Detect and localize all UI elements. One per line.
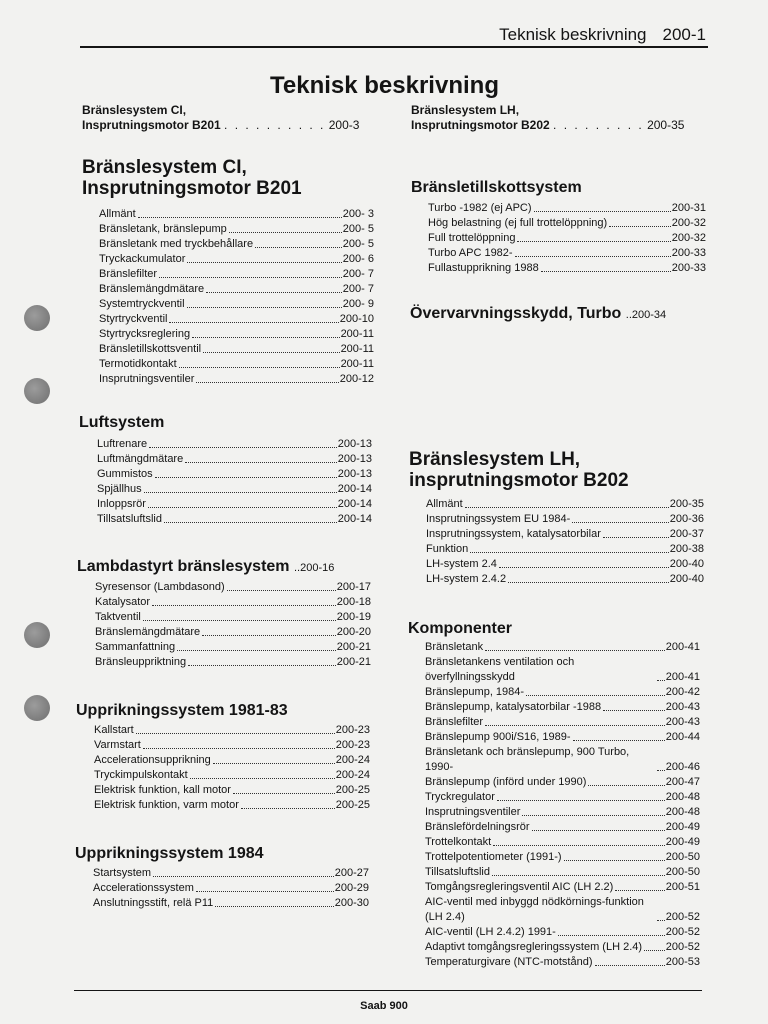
dot-leader bbox=[177, 650, 336, 651]
toc-list-luftsystem bbox=[97, 437, 372, 527]
toc-entry bbox=[428, 261, 706, 276]
entry-title: Bränslefilter bbox=[99, 268, 158, 280]
entry-title: Bränsleuppriktning bbox=[95, 656, 187, 668]
section-heading-lh bbox=[409, 449, 629, 491]
section-heading-upprik-84: Upprikningssystem 1984 bbox=[75, 845, 264, 862]
toc-entry bbox=[428, 246, 706, 261]
dot-leader bbox=[152, 605, 336, 606]
entry-page: 200-11 bbox=[340, 328, 374, 340]
toc-entry bbox=[425, 880, 700, 895]
dot-leader bbox=[470, 552, 669, 553]
dot-leader bbox=[143, 620, 336, 621]
entry-title: Hög belastning (ej full trottelöppning) bbox=[428, 217, 608, 229]
dot-leader bbox=[609, 226, 671, 227]
entry-page: 200-14 bbox=[337, 498, 372, 510]
entry-title: LH-system 2.4 bbox=[426, 558, 497, 570]
toc-entry bbox=[97, 512, 372, 527]
entry-title: Syresensor (Lambdasond) bbox=[95, 581, 225, 593]
dot-leader: . . . . . . . . . bbox=[553, 118, 644, 132]
toc-entry bbox=[425, 940, 700, 955]
heading-text: Övervarvningsskydd, Turbo bbox=[410, 305, 622, 322]
entry-page: 200-14 bbox=[337, 513, 372, 525]
dot-leader bbox=[603, 710, 665, 711]
toc-entry bbox=[95, 625, 371, 640]
entry-page: 200-30 bbox=[334, 897, 369, 909]
entry-title: Insprutningssystem, katalysatorbilar bbox=[426, 528, 601, 540]
toc-entry bbox=[95, 580, 371, 595]
dot-leader bbox=[179, 367, 340, 368]
entry-page: 200-48 bbox=[665, 791, 700, 803]
entry-title: Full trottelöppning bbox=[428, 232, 516, 244]
entry-title: Bränsletillskottsventil bbox=[99, 343, 202, 355]
toc-entry bbox=[425, 700, 700, 715]
entry-title: Bränslepump (införd under 1990) bbox=[425, 776, 587, 788]
entry-title: Trottelpotentiometer (1991-) bbox=[425, 851, 562, 863]
entry-title: Varmstart bbox=[94, 739, 141, 751]
entry-page: 200-42 bbox=[665, 686, 700, 698]
toc-entry bbox=[99, 237, 374, 252]
entry-title: Tryckregulator bbox=[425, 791, 495, 803]
entry-page: 200-23 bbox=[335, 724, 370, 736]
toc-list-tillskott bbox=[428, 201, 706, 276]
toc-entry bbox=[425, 925, 700, 940]
footer-rule bbox=[74, 990, 702, 991]
binder-hole bbox=[24, 622, 50, 648]
toc-entry bbox=[426, 572, 704, 587]
entry-page: 200-40 bbox=[669, 558, 704, 570]
entry-page: 200-32 bbox=[671, 217, 706, 229]
toc-entry bbox=[99, 312, 374, 327]
dot-leader bbox=[155, 477, 337, 478]
entry-page: 200-49 bbox=[665, 821, 700, 833]
dot-leader bbox=[185, 462, 337, 463]
entry-page: 200-52 bbox=[665, 941, 700, 953]
toc-entry bbox=[97, 497, 372, 512]
entry-title: Gummistos bbox=[97, 468, 153, 480]
dot-leader bbox=[588, 785, 664, 786]
entry-page: 200-44 bbox=[665, 731, 700, 743]
toc-entry bbox=[425, 730, 700, 745]
dot-leader bbox=[493, 845, 665, 846]
entry-page: 200-49 bbox=[665, 836, 700, 848]
entry-page: 200-27 bbox=[334, 867, 369, 879]
dot-leader bbox=[229, 232, 342, 233]
entry-page: 200-25 bbox=[335, 784, 370, 796]
toc-entry bbox=[97, 437, 372, 452]
entry-title: Fullastupprikning 1988 bbox=[428, 262, 539, 274]
toc-entry bbox=[99, 252, 374, 267]
entry-page: 200-24 bbox=[335, 769, 370, 781]
toc-entry bbox=[99, 297, 374, 312]
section-heading-upprik-8183: Upprikningssystem 1981-83 bbox=[76, 702, 288, 719]
toc-list-lh bbox=[426, 497, 704, 587]
entry-page: 200-47 bbox=[665, 776, 700, 788]
entry-page: 200-10 bbox=[339, 313, 374, 325]
section-heading-luftsystem: Luftsystem bbox=[79, 414, 165, 431]
dot-leader bbox=[615, 890, 664, 891]
dot-leader bbox=[143, 748, 335, 749]
entry-page: 200-21 bbox=[336, 656, 371, 668]
toc-entry bbox=[97, 482, 372, 497]
entry-title: Bränslepump, katalysatorbilar -1988 bbox=[425, 701, 602, 713]
dot-leader bbox=[144, 492, 337, 493]
heading-line1: Bränslesystem LH, bbox=[409, 449, 581, 470]
entry-title: Bränslemängdmätare bbox=[99, 283, 205, 295]
entry-title: Styrtrycksreglering bbox=[99, 328, 191, 340]
toc-entry bbox=[426, 527, 704, 542]
dot-leader bbox=[213, 763, 335, 764]
dot-leader bbox=[595, 965, 665, 966]
dot-leader bbox=[534, 211, 671, 212]
entry-page: 200-43 bbox=[665, 701, 700, 713]
toc-entry bbox=[425, 805, 700, 820]
header-rule bbox=[80, 46, 708, 48]
toc-entry bbox=[426, 497, 704, 512]
toc-entry bbox=[97, 467, 372, 482]
summary-page: 200-35 bbox=[647, 118, 685, 132]
page-number: 200-1 bbox=[662, 25, 706, 44]
entry-page: 200-43 bbox=[665, 716, 700, 728]
page-title: Teknisk beskrivning bbox=[270, 72, 499, 99]
entry-page: 200-33 bbox=[671, 262, 706, 274]
entry-page: 200-25 bbox=[335, 799, 370, 811]
dot-leader bbox=[573, 740, 665, 741]
entry-title: Bränslefördelningsrör bbox=[425, 821, 530, 833]
entry-page: 200-11 bbox=[340, 343, 374, 355]
entry-page: 200-46 bbox=[665, 761, 700, 773]
entry-page: 200- 5 bbox=[342, 223, 374, 235]
entry-title: Sammanfattning bbox=[95, 641, 176, 653]
entry-page: 200-18 bbox=[336, 596, 371, 608]
toc-entry bbox=[95, 655, 371, 670]
dot-leader bbox=[657, 920, 665, 921]
entry-page: 200-12 bbox=[339, 373, 374, 385]
entry-title: Spjällhus bbox=[97, 483, 142, 495]
heading-line1: Bränslesystem CI, bbox=[82, 157, 247, 178]
entry-title: Bränslefilter bbox=[425, 716, 484, 728]
entry-page: 200-13 bbox=[337, 453, 372, 465]
dot-leader bbox=[465, 507, 669, 508]
section-heading-komponenter: Komponenter bbox=[408, 620, 512, 637]
entry-title: Luftrenare bbox=[97, 438, 148, 450]
dot-leader bbox=[517, 241, 670, 242]
entry-page: 200-13 bbox=[337, 468, 372, 480]
summary-line1: Bränslesystem CI, bbox=[82, 103, 187, 117]
dot-leader bbox=[196, 891, 334, 892]
entry-title: Bränsletankens ventilation och överfyllningsskydd bbox=[425, 656, 575, 683]
entry-title: Anslutningsstift, relä P11 bbox=[93, 897, 214, 909]
entry-page: 200-24 bbox=[335, 754, 370, 766]
toc-entry bbox=[425, 640, 700, 655]
entry-title: Systemtryckventil bbox=[99, 298, 185, 310]
toc-entry bbox=[99, 372, 374, 387]
entry-title: Allmänt bbox=[426, 498, 463, 510]
dot-leader bbox=[138, 217, 342, 218]
toc-entry bbox=[99, 267, 374, 282]
entry-title: Insprutningsventiler bbox=[99, 373, 195, 385]
heading-line2: insprutningsmotor B202 bbox=[409, 470, 629, 491]
entry-title: Funktion bbox=[426, 543, 469, 555]
toc-entry bbox=[99, 357, 374, 372]
entry-page: 200-31 bbox=[671, 202, 706, 214]
toc-list-upprik-84 bbox=[93, 866, 369, 911]
entry-page: 200-29 bbox=[334, 882, 369, 894]
dot-leader bbox=[485, 725, 665, 726]
toc-entry bbox=[95, 640, 371, 655]
entry-title: Tillsatsluftslid bbox=[425, 866, 490, 878]
summary-entry-lh bbox=[411, 103, 684, 133]
toc-entry bbox=[428, 201, 706, 216]
toc-entry bbox=[97, 452, 372, 467]
toc-entry bbox=[94, 753, 370, 768]
dot-leader bbox=[149, 447, 337, 448]
entry-title: Tryckimpulskontakt bbox=[94, 769, 188, 781]
entry-page: 200-41 bbox=[665, 671, 700, 683]
toc-entry bbox=[99, 282, 374, 297]
toc-entry bbox=[99, 327, 374, 342]
toc-entry bbox=[426, 557, 704, 572]
section-heading-overvarv bbox=[410, 305, 666, 324]
summary-page: 200-3 bbox=[328, 118, 360, 132]
entry-title: Bränslepump, 1984- bbox=[425, 686, 525, 698]
entry-title: Trottelkontakt bbox=[425, 836, 492, 848]
dot-leader bbox=[215, 906, 333, 907]
binder-hole bbox=[24, 378, 50, 404]
entry-title: Adaptivt tomgångsregleringssystem (LH 2.4) bbox=[425, 941, 643, 953]
entry-title: Bränslemängdmätare bbox=[95, 626, 201, 638]
entry-page: 200-14 bbox=[337, 483, 372, 495]
dot-leader bbox=[492, 875, 665, 876]
heading-text: Lambdastyrt bränslesystem bbox=[77, 558, 290, 575]
toc-entry bbox=[426, 542, 704, 557]
entry-title: Bränsletank bbox=[425, 641, 484, 653]
entry-page: 200-50 bbox=[665, 866, 700, 878]
entry-page: 200-20 bbox=[336, 626, 371, 638]
dot-leader bbox=[572, 522, 668, 523]
dot-leader bbox=[202, 635, 336, 636]
toc-entry bbox=[425, 745, 700, 775]
entry-title: Elektrisk funktion, kall motor bbox=[94, 784, 231, 796]
toc-list-lambda bbox=[95, 580, 371, 670]
dot-leader bbox=[603, 537, 669, 538]
toc-entry bbox=[425, 865, 700, 880]
toc-entry bbox=[425, 775, 700, 790]
entry-page: 200-35 bbox=[669, 498, 704, 510]
dot-leader bbox=[508, 582, 669, 583]
entry-title: AIC-ventil (LH 2.4.2) 1991- bbox=[425, 926, 556, 938]
toc-entry bbox=[94, 723, 370, 738]
toc-entry bbox=[94, 768, 370, 783]
toc-entry bbox=[425, 835, 700, 850]
running-title: Teknisk beskrivning bbox=[499, 25, 647, 44]
dot-leader bbox=[153, 876, 334, 877]
entry-page: 200- 9 bbox=[342, 298, 374, 310]
entry-title: Insprutningsventiler bbox=[425, 806, 521, 818]
entry-page: 200-37 bbox=[669, 528, 704, 540]
dot-leader bbox=[541, 271, 671, 272]
entry-page: 200-40 bbox=[669, 573, 704, 585]
entry-page: 200-32 bbox=[671, 232, 706, 244]
entry-title: Turbo APC 1982- bbox=[428, 247, 513, 259]
toc-entry bbox=[425, 895, 700, 925]
toc-entry bbox=[425, 820, 700, 835]
dot-leader bbox=[644, 950, 665, 951]
entry-title: Temperaturgivare (NTC-motstånd) bbox=[425, 956, 593, 968]
entry-page: 200- 5 bbox=[342, 238, 374, 250]
entry-title: Startsystem bbox=[93, 867, 152, 879]
dot-leader bbox=[206, 292, 342, 293]
entry-title: Tomgångsregleringsventil AIC (LH 2.2) bbox=[425, 881, 614, 893]
dot-leader bbox=[164, 522, 337, 523]
heading-page: ..200-16 bbox=[293, 562, 335, 574]
toc-entry bbox=[99, 222, 374, 237]
dot-leader bbox=[190, 778, 335, 779]
toc-list-ci bbox=[99, 207, 374, 387]
summary-entry-ci bbox=[82, 103, 359, 133]
dot-leader bbox=[227, 590, 336, 591]
toc-entry bbox=[93, 866, 369, 881]
binder-hole bbox=[24, 695, 50, 721]
entry-title: Inloppsrör bbox=[97, 498, 146, 510]
dot-leader bbox=[187, 262, 341, 263]
dot-leader: . . . . . . . . . . bbox=[224, 118, 326, 132]
dot-leader bbox=[233, 793, 335, 794]
entry-page: 200- 6 bbox=[342, 253, 374, 265]
entry-title: Taktventil bbox=[95, 611, 141, 623]
entry-page: 200-41 bbox=[665, 641, 700, 653]
entry-page: 200-17 bbox=[336, 581, 371, 593]
dot-leader bbox=[499, 567, 669, 568]
dot-leader bbox=[497, 800, 665, 801]
toc-entry bbox=[93, 896, 369, 911]
entry-title: Styrtryckventil bbox=[99, 313, 168, 325]
section-heading-lambda bbox=[77, 558, 334, 577]
entry-title: Termotidkontakt bbox=[99, 358, 177, 370]
dot-leader bbox=[203, 352, 339, 353]
dot-leader bbox=[485, 650, 665, 651]
dot-leader bbox=[192, 337, 339, 338]
dot-leader bbox=[532, 830, 665, 831]
heading-line2: Insprutningsmotor B201 bbox=[82, 178, 302, 199]
entry-title: Accelerationsupprikning bbox=[94, 754, 211, 766]
dot-leader bbox=[241, 808, 335, 809]
dot-leader bbox=[564, 860, 665, 861]
entry-page: 200-52 bbox=[665, 911, 700, 923]
entry-page: 200-48 bbox=[665, 806, 700, 818]
toc-entry bbox=[93, 881, 369, 896]
dot-leader bbox=[159, 277, 342, 278]
toc-entry bbox=[95, 610, 371, 625]
entry-title: Bränsletank och bränslepump, 900 Turbo, 1990- bbox=[425, 746, 630, 773]
running-header bbox=[499, 25, 706, 45]
toc-entry bbox=[425, 655, 700, 685]
dot-leader bbox=[187, 307, 342, 308]
entry-title: Tillsatsluftslid bbox=[97, 513, 162, 525]
entry-page: 200-21 bbox=[336, 641, 371, 653]
section-heading-ci bbox=[82, 157, 302, 199]
entry-page: 200-11 bbox=[340, 358, 374, 370]
toc-entry bbox=[425, 955, 700, 970]
entry-page: 200-33 bbox=[671, 247, 706, 259]
entry-page: 200-36 bbox=[669, 513, 704, 525]
toc-entry bbox=[425, 790, 700, 805]
summary-line1: Bränslesystem LH, bbox=[411, 103, 520, 117]
toc-entry bbox=[425, 715, 700, 730]
dot-leader bbox=[255, 247, 342, 248]
toc-entry bbox=[94, 738, 370, 753]
entry-title: Insprutningssystem EU 1984- bbox=[426, 513, 571, 525]
summary-line2: Insprutningsmotor B202 bbox=[411, 118, 550, 132]
dot-leader bbox=[558, 935, 665, 936]
dot-leader bbox=[522, 815, 664, 816]
summary-line2: Insprutningsmotor B201 bbox=[82, 118, 221, 132]
entry-title: Katalysator bbox=[95, 596, 151, 608]
section-heading-tillskott: Bränsletillskottsystem bbox=[411, 179, 582, 196]
dot-leader bbox=[148, 507, 337, 508]
toc-entry bbox=[99, 342, 374, 357]
heading-page: ..200-34 bbox=[625, 309, 667, 321]
entry-title: Luftmängdmätare bbox=[97, 453, 184, 465]
dot-leader bbox=[188, 665, 336, 666]
toc-entry bbox=[425, 850, 700, 865]
entry-page: 200-38 bbox=[669, 543, 704, 555]
entry-title: Turbo -1982 (ej APC) bbox=[428, 202, 532, 214]
entry-page: 200-51 bbox=[665, 881, 700, 893]
toc-entry bbox=[426, 512, 704, 527]
entry-title: Bränsletank med tryckbehållare bbox=[99, 238, 254, 250]
entry-page: 200-50 bbox=[665, 851, 700, 863]
toc-entry bbox=[94, 798, 370, 813]
dot-leader bbox=[526, 695, 665, 696]
dot-leader bbox=[136, 733, 335, 734]
entry-title: Bränslepump 900i/S16, 1989- bbox=[425, 731, 571, 743]
entry-title: Kallstart bbox=[94, 724, 134, 736]
entry-title: Bränsletank, bränslepump bbox=[99, 223, 227, 235]
toc-entry bbox=[428, 216, 706, 231]
toc-list-upprik-8183 bbox=[94, 723, 370, 813]
entry-title: Tryckackumulator bbox=[99, 253, 186, 265]
toc-entry bbox=[425, 685, 700, 700]
entry-page: 200- 7 bbox=[342, 268, 374, 280]
toc-entry bbox=[99, 207, 374, 222]
dot-leader bbox=[515, 256, 671, 257]
entry-page: 200-23 bbox=[335, 739, 370, 751]
dot-leader bbox=[169, 322, 338, 323]
entry-page: 200-52 bbox=[665, 926, 700, 938]
entry-title: LH-system 2.4.2 bbox=[426, 573, 507, 585]
entry-page: 200-53 bbox=[665, 956, 700, 968]
entry-title: AIC-ventil med inbyggd nödkörnings-funktion (LH 2.4) bbox=[425, 896, 644, 923]
toc-entry bbox=[428, 231, 706, 246]
binder-hole bbox=[24, 305, 50, 331]
toc-entry bbox=[94, 783, 370, 798]
footer-label: Saab 900 bbox=[360, 1000, 408, 1012]
dot-leader bbox=[657, 770, 665, 771]
entry-page: 200-13 bbox=[337, 438, 372, 450]
entry-title: Allmänt bbox=[99, 208, 136, 220]
entry-title: Accelerationssystem bbox=[93, 882, 194, 894]
entry-page: 200- 7 bbox=[342, 283, 374, 295]
dot-leader bbox=[657, 680, 665, 681]
toc-entry bbox=[95, 595, 371, 610]
entry-page: 200-19 bbox=[336, 611, 371, 623]
entry-page: 200- 3 bbox=[342, 208, 374, 220]
entry-title: Elektrisk funktion, varm motor bbox=[94, 799, 239, 811]
toc-list-komponenter bbox=[425, 640, 700, 970]
dot-leader bbox=[196, 382, 338, 383]
